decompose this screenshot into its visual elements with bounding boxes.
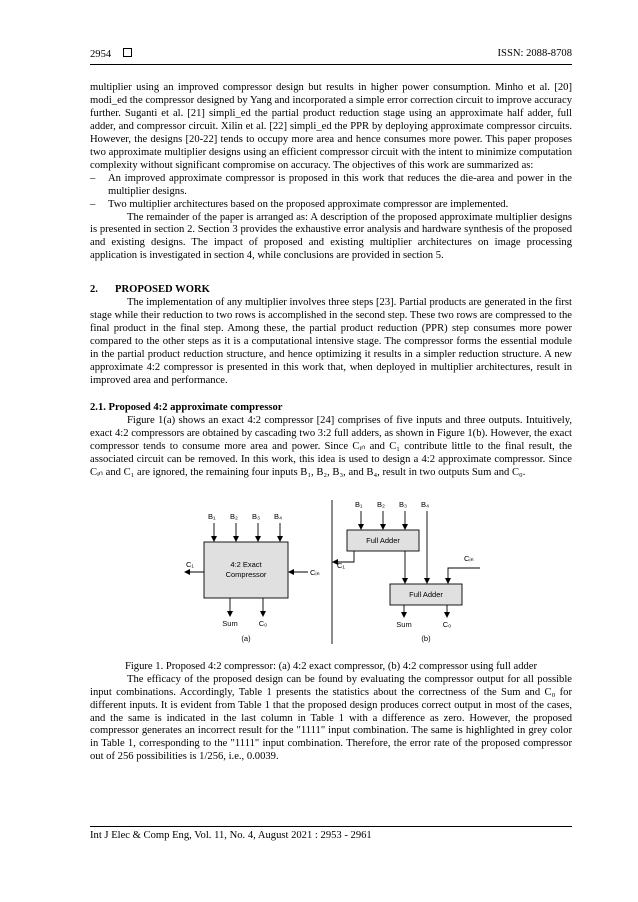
input-b2-a: B₂: [230, 511, 238, 521]
c0-label-a: C₀: [258, 618, 268, 628]
issn: ISSN: 2088-8708: [497, 48, 572, 59]
header-rule: [90, 64, 572, 65]
section2-paragraph: The implementation of any multiplier involves three steps [23]. Partial products are generated in the first stage while their reduction to two rows is accomplished in the second step. These two rows are compressed to the final product in the final step. Among these, the partial product reduction (PPR) step consumes more power compared to the other steps as it is a computational intensive stage. The compressor forms the essential module in the partial product reduction structure, and hence optimizing it results in a simpler reduction structure. A new approximate 4:2 compressor is presented in this work that, when deployed in multiplier architectures, result in improved area and performance.: [90, 297, 572, 387]
dash-icon: –: [90, 198, 96, 210]
section-heading: [90, 284, 572, 297]
bullet-item: [90, 173, 572, 199]
after-figure-paragraph: The efficacy of the proposed design can be found by evaluating the compressor output for all possible input combinations. Accordingly, Table 1 presents the statistics about the correctness of the Sum and C₀ for different inputs. It is evident from Table 1 that the proposed design produces correct output in most of the cases, and the same is indicated in the last column in Table 1 with a difference as zero. However, the proposed compressor generates an incorrect result for the "1111" input combination. The same is highlighted in grey color in Table 1, corresponding to the "1111" input combination. Therefore, the error rate of the proposed compressor out of 256 possibilities is 1/256, i.e., 0.0039.: [90, 673, 572, 763]
diagram-a: [185, 512, 320, 643]
cin-label-a: Cᵢₙ: [310, 567, 320, 577]
section-number: 2.: [90, 284, 98, 296]
bullet-text: Two multiplier architectures based on the proposed approximate compressor are implemented.: [108, 198, 509, 210]
compressor-diagram: [180, 498, 500, 645]
subsection-heading: 2.1. Proposed 4:2 approximate compressor: [90, 401, 283, 413]
remainder-paragraph: The remainder of the paper is arranged as: A description of the proposed approximate multiplier designs is presented in section 2. Section 3 provides the exhaustive error analysis and hardware synthesis of the proposed and existing designs. The impact of proposed and existing multiplier architectures on image processing application is investigated in section 4, while conclusions are provided in section 5.: [90, 211, 572, 262]
figure-1: [90, 498, 572, 645]
input-b4-b: B₄: [421, 499, 430, 509]
section21-paragraph: Figure 1(a) shows an exact 4:2 compressor [24] comprises of five inputs and three outputs. Intuitively, exact 4:2 compressors are obtained by cascading two 3:2 full adders, as shown in Figure 1(b). However, the exact compressor tends to consume more area and power. Since Cᵢₙ and C₁ contribute little to the final result, the associated circuit can be removed. In this work, this idea is used to design a 4:2 approximate compressor. Since Cᵢₙ and C₁ are ignored, the remaining four inputs B₁, B₂, B₃, and B₄, result in two outputs Sum and C₀.: [90, 414, 572, 478]
c1-label-b: C₁: [337, 560, 345, 570]
box-label-1: 4:2 Exact: [230, 559, 262, 569]
full-adder-1-label: Full Adder: [366, 535, 400, 545]
input-b2-b: B₂: [377, 499, 385, 509]
subfig-label-a: (a): [241, 633, 251, 643]
arrow-cin-b: [448, 568, 480, 583]
full-adder-2-label: Full Adder: [409, 589, 443, 599]
figure-caption: Figure 1. Proposed 4:2 compressor: (a) 4:2 exact compressor, (b) 4:2 compressor using full adder: [124, 660, 538, 672]
subfig-label-b: (b): [421, 633, 431, 643]
input-b4-a: B₄: [274, 511, 283, 521]
page-number-group: [90, 48, 132, 60]
square-icon: [123, 48, 132, 57]
footer-citation: Int J Elec & Comp Eng, Vol. 11, No. 4, August 2021 : 2953 - 2961: [90, 830, 372, 841]
page-body: [90, 82, 572, 764]
c0-label-b: C₀: [442, 619, 452, 629]
footer-rule: [90, 826, 572, 827]
bullet-item: [90, 199, 572, 212]
intro-paragraph: multiplier using an improved compressor design but results in higher power consumption. Minho et al. [20] modi_ed the compressor designed by Yang and incorporated a simple error correction circuit to improve accuracy further. Suganti et al. [21] simpli_ed the partial product reduction stage using an approximate half adder, full adder, and compressor circuit. Xilin et al. [22] simpli_ed the PPR by deploying approximate compressor circuits. However, the designs [20-22] tends to occupy more area and hence consumes more power. This paper proposes two approximate multiplier designs using an efficient compressor circuit with the intent to minimize computation complexity without significant compromise on accuracy. The objectives of this work are summarized as:: [90, 82, 572, 171]
section-title: PROPOSED WORK: [115, 284, 210, 296]
dash-icon: –: [90, 172, 96, 184]
sum-label-b: Sum: [396, 619, 412, 629]
input-b3-b: B₃: [399, 499, 408, 509]
c1-label-a: C₁: [186, 559, 194, 569]
cin-label-b: Cᵢₙ: [464, 553, 474, 563]
diagram-b: [333, 500, 480, 643]
box-label-2: Compressor: [225, 569, 267, 579]
page-number: 2954: [90, 49, 112, 60]
bullet-text: An improved approximate compressor is proposed in this work that reduces the die-area and power in the multiplier designs.: [108, 172, 572, 197]
input-b3-a: B₃: [252, 511, 261, 521]
input-b1-b: B₁: [355, 499, 363, 509]
sum-label-a: Sum: [222, 618, 238, 628]
page-header: [90, 48, 572, 62]
input-b1-a: B₁: [208, 511, 216, 521]
